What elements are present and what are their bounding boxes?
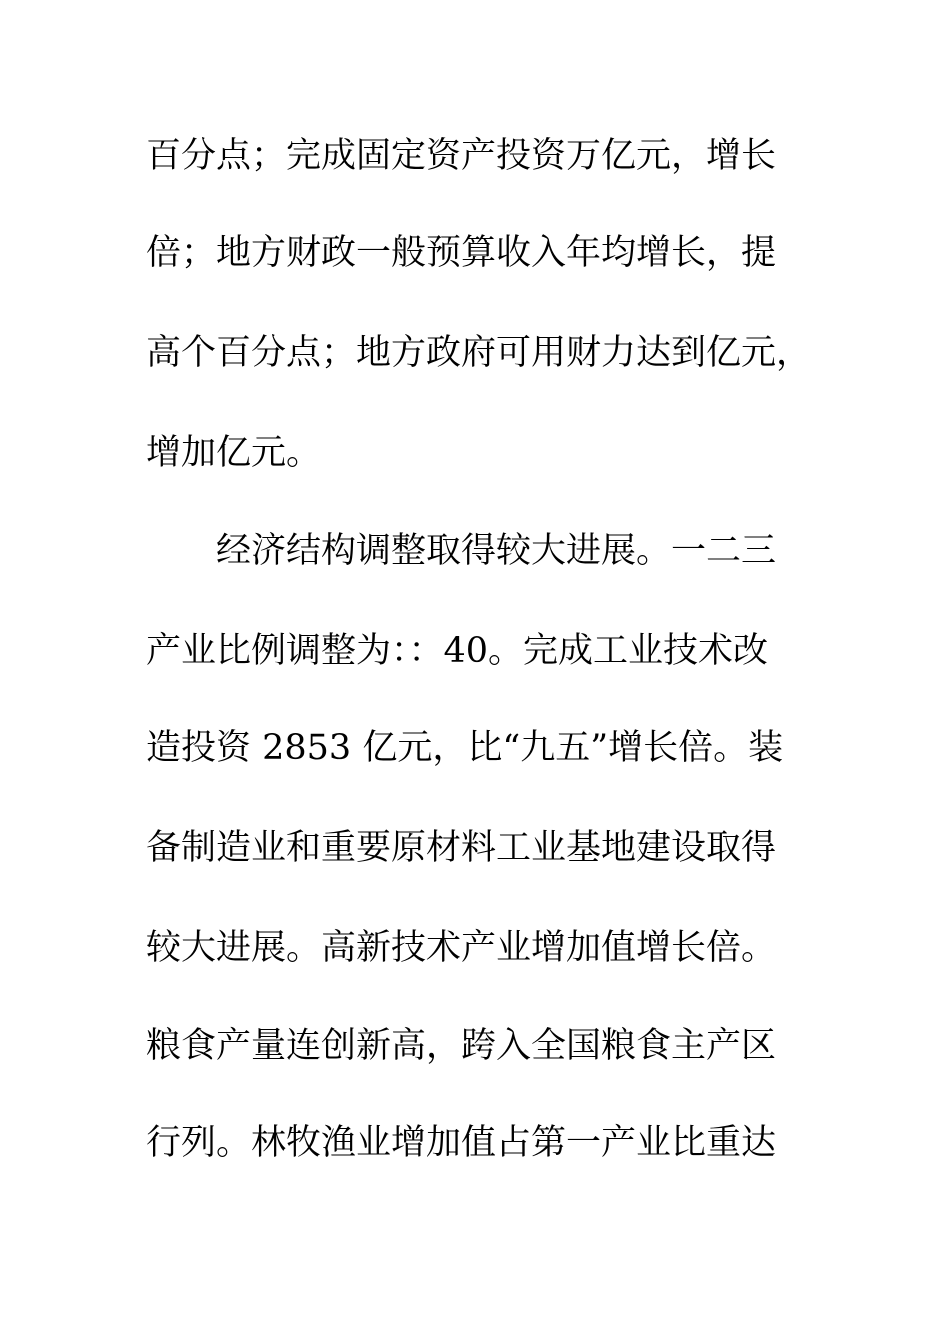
text-line: 增加亿元。 [146, 433, 322, 473]
text-line: 高个百分点；地方政府可用财力达到亿元， [146, 333, 812, 373]
text-line: 百分点；完成固定资产投资万亿元，增长 [146, 136, 777, 176]
paragraph-first-line: 经济结构调整取得较大进展。一二三 [216, 531, 777, 571]
text-line: 备制造业和重要原材料工业基地建设取得 [146, 828, 777, 868]
text-line: 粮食产量连创新高，跨入全国粮食主产区 [146, 1026, 777, 1066]
text-line: 行列。林牧渔业增加值占第一产业比重达 [146, 1123, 777, 1163]
text-line: 造投资 2853 亿元，比“九五”增长倍。装 [146, 728, 784, 768]
text-line: 较大进展。高新技术产业增加值增长倍。 [146, 928, 777, 968]
text-line: 倍；地方财政一般预算收入年均增长，提 [146, 233, 777, 273]
text-line: 产业比例调整为：：40。完成工业技术改 [146, 631, 769, 671]
